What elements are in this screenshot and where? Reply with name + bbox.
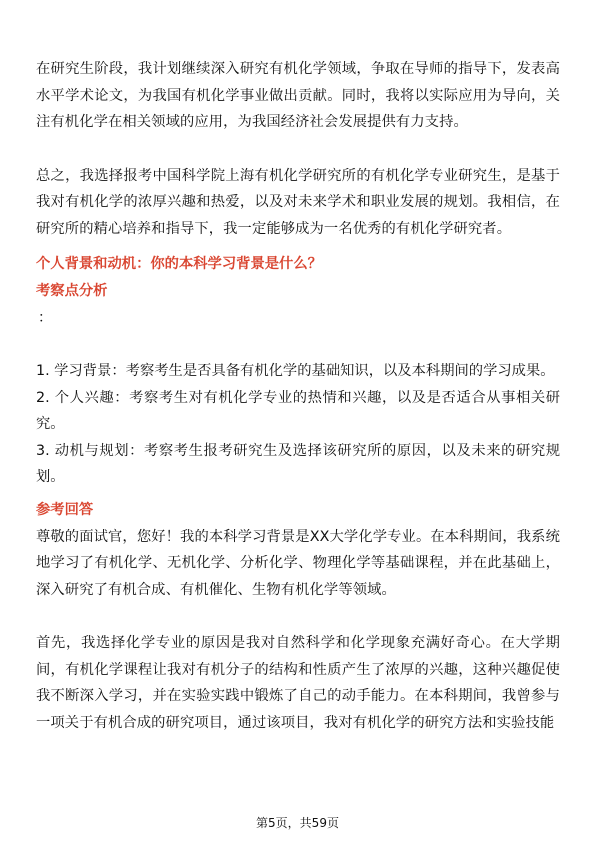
question-heading: 个人背景和动机：你的本科学习背景是什么？: [36, 256, 322, 272]
paragraph-spacer: [36, 331, 560, 358]
analysis-item-3: 3. 动机与规划：考察考生报考研究生及选择该研究所的原因，以及未来的研究规划。: [36, 442, 560, 485]
intro-paragraph-1: 在研究生阶段，我计划继续深入研究有机化学领域，争取在导师的指导下，发表高水平学术论文，为我国有机化学事业做出贡献。同时，我将以实际应用为导向，关注有机化学在相关领域的应用，为我国经济社会发展提供有力支持。: [36, 61, 560, 130]
intro-paragraph-2: 总之，我选择报考中国科学院上海有机化学研究所的有机化学专业研究生，是基于我对有机化学的浓厚兴趣和热爱，以及对未来学术和职业发展的规划。我相信，在研究所的精心培养和指导下，我一定能够成为一名优秀的有机化学研究者。: [36, 167, 560, 237]
paragraph-spacer: [36, 136, 560, 163]
paragraph-spacer: [36, 242, 560, 251]
page-content: [36, 56, 560, 736]
analysis-heading: 考察点分析: [36, 283, 108, 299]
answer-paragraph-2: 首先，我选择化学专业的原因是我对自然科学和化学现象充满好奇心。在大学期间，有机化学课程让我对有机分子的结构和性质产生了浓厚的兴趣，这种兴趣促使我不断深入学习，并在实验实践中锻炼了自己的动手能力。在本科期间，我曾参与一项关于有机合成的研究项目，通过该项目，我对有机化学的研究方法和实验技能: [36, 635, 560, 731]
analysis-item-2: 2. 个人兴趣：考察考生对有机化学专业的热情和兴趣，以及是否适合从事相关研究。: [36, 389, 560, 432]
analysis-item-1: 1. 学习背景：考察考生是否具备有机化学的基础知识，以及本科期间的学习成果。: [36, 363, 555, 379]
paragraph-spacer: [36, 603, 560, 630]
analysis-colon: ：: [38, 310, 53, 326]
answer-paragraph-1: 尊敬的面试官，您好！我的本科学习背景是XX大学化学专业。在本科期间，我系统地学习了有机化学、无机化学、分析化学、物理化学等基础课程，并在此基础上，深入研究了有机合成、有机催化、生物有机化学等领域。: [36, 528, 560, 598]
answer-heading: 参考回答: [36, 501, 94, 518]
page-number-footer: 第5页，共59页: [256, 816, 339, 830]
